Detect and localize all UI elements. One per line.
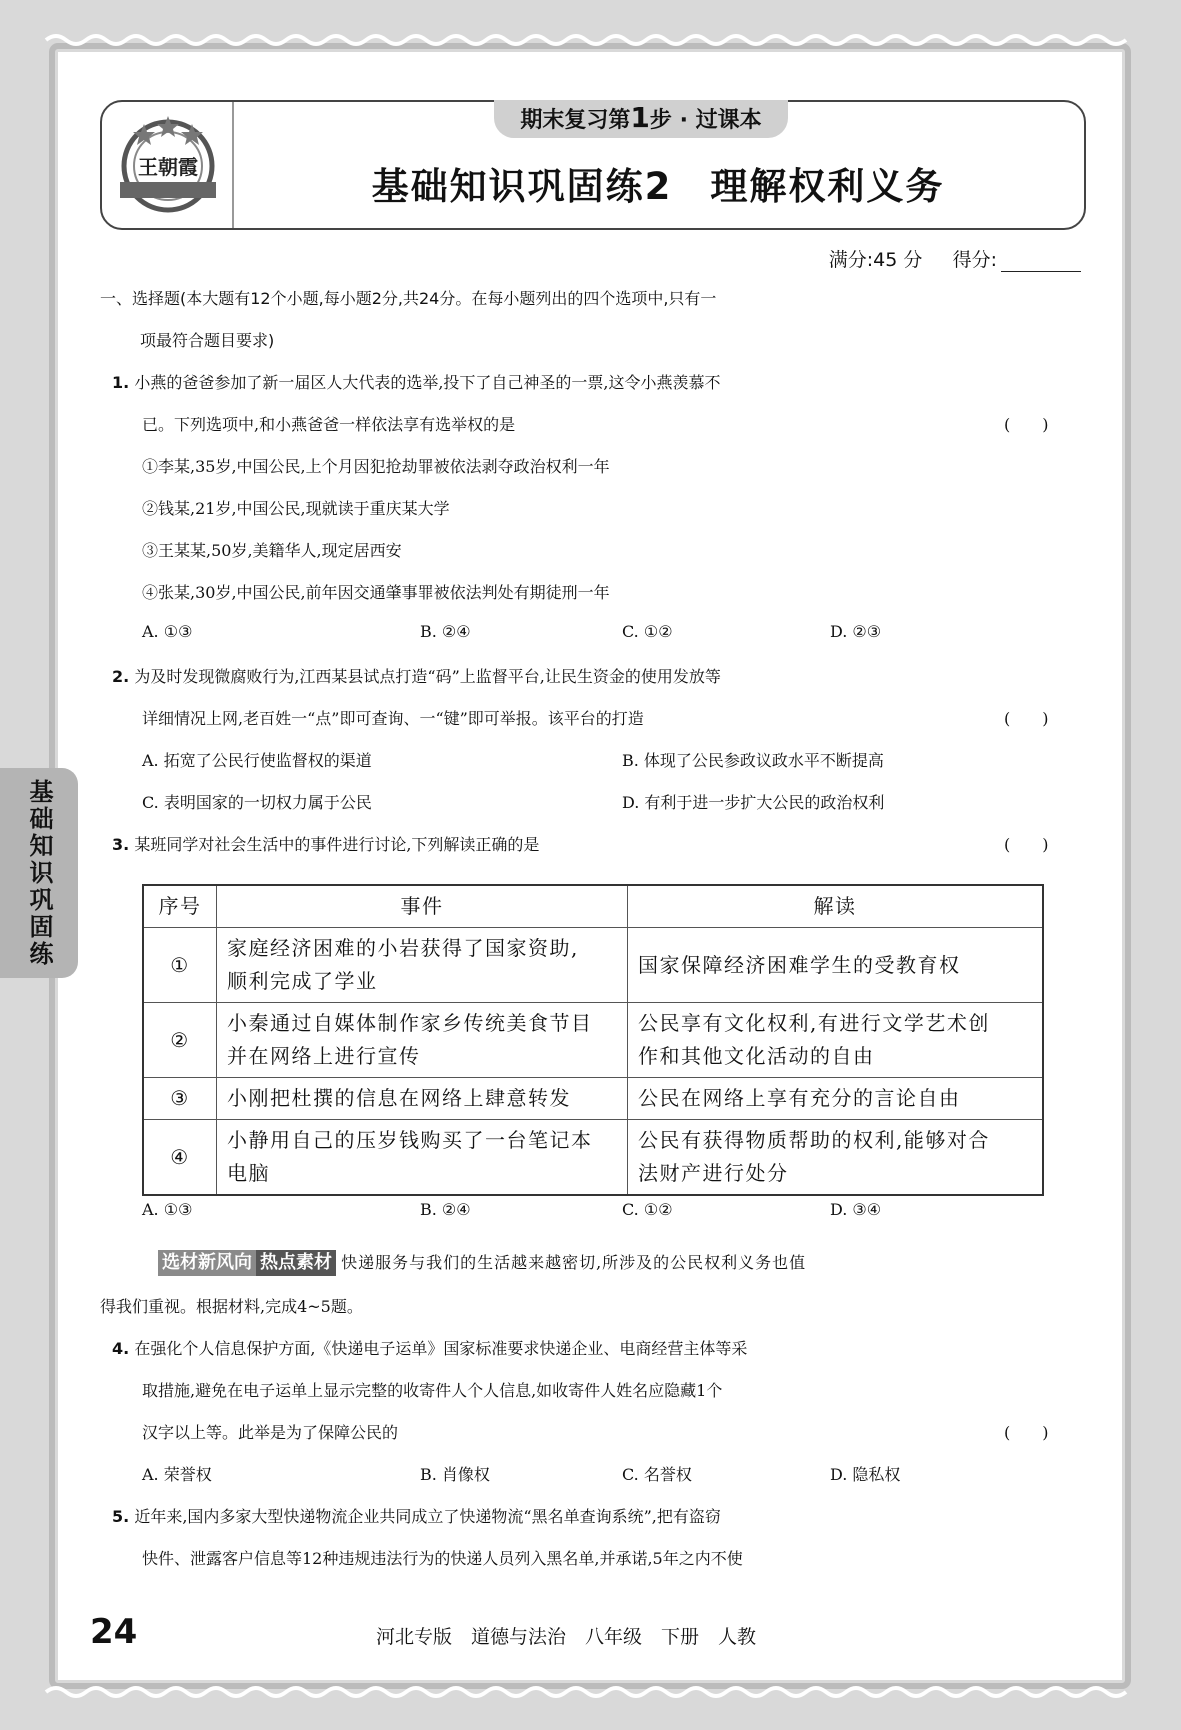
question-5-line1 [112,1504,721,1527]
events-table [142,884,1044,1196]
footer-info: 河北专版 道德与法治 八年级 下册 人教 [376,1626,757,1648]
step-tab-suffix: 步 · 过课本 [649,108,762,133]
table-cell-no: ① [143,928,217,1003]
question-4-answer-blank[interactable]: ( ) [1004,1423,1049,1442]
side-tab: 基础知识巩固练 [0,768,78,978]
question-2-option-b[interactable]: B. 体现了公民参政议政水平不断提高 [622,751,884,770]
table-cell-reading [628,1003,1044,1078]
event-text-1: 小秦通过自媒体制作家乡传统美食节目 [227,1011,593,1035]
step-tab [494,100,788,138]
table-cell-event [217,1003,628,1078]
question-4-option-a[interactable]: A. 荣誉权 [142,1465,212,1484]
question-5-line2: 快件、泄露客户信息等12种违规违法行为的快递人员列入黑名单,并承诺,5年之内不使 [142,1549,743,1568]
question-1-option-c[interactable]: C. ①② [622,622,673,641]
question-2-number: 2. [112,667,130,686]
question-4-text: 在强化个人信息保护方面,《快递电子运单》国家标准要求快递企业、电商经营主体等采 [134,1339,748,1358]
table-header-no: 序号 [143,885,217,928]
table-cell-reading [628,928,1044,1003]
step-tab-number: 1 [630,101,650,134]
table-header-row [143,885,1043,928]
question-4-option-c[interactable]: C. 名誉权 [622,1465,692,1484]
title-banner [100,100,1086,230]
svg-text:王朝霞: 王朝霞 [138,155,198,179]
event-text-1: 家庭经济困难的小岩获得了国家资助, [227,936,579,960]
title-part-b: 理解权利义务 [710,165,945,208]
table-row [143,1003,1043,1078]
title-part-a: 基础知识巩固练2 [371,165,673,208]
table-cell-event [217,1120,628,1196]
page-number: 24 [90,1612,138,1652]
section-heading-line1: 一、选择题(本大题有12个小题,每小题2分,共24分。在每小题列出的四个选项中,只有一 [100,289,717,308]
table-cell-reading [628,1078,1044,1120]
table-cell-no: ③ [143,1078,217,1120]
question-2-option-a[interactable]: A. 拓宽了公民行使监督权的渠道 [142,751,372,770]
material-text-1: 快递服务与我们的生活越来越密切,所涉及的公民权利义务也值 [341,1253,807,1272]
question-1-item-4: ④张某,30岁,中国公民,前年因交通肇事罪被依法判处有期徒刑一年 [142,583,610,602]
table-row [143,928,1043,1003]
badge-hot-topic: 热点素材 [256,1250,336,1276]
event-text-2: 电脑 [227,1161,270,1185]
table-cell-reading [628,1120,1044,1196]
question-1-item-3: ③王某某,50岁,美籍华人,现定居西安 [142,541,402,560]
badge-new-trend: 选材新风向 [158,1250,256,1276]
question-2-option-d[interactable]: D. 有利于进一步扩大公民的政治权利 [622,793,885,812]
material-line1 [158,1250,806,1276]
page-title [242,156,1074,210]
question-2-text: 为及时发现微腐败行为,江西某县试点打造“码”上监督平台,让民生资金的使用发放等 [134,667,721,686]
reading-text-1: 公民享有文化权利,有进行文学艺术创 [638,1011,990,1035]
question-3-option-a[interactable]: A. ①③ [142,1200,193,1219]
event-text-1: 小静用自己的压岁钱购买了一台笔记本 [227,1128,593,1152]
logo-divider [232,102,234,228]
question-2-line1 [112,664,721,687]
question-1-option-d[interactable]: D. ②③ [830,622,882,641]
reading-text-1: 公民在网络上享有充分的言论自由 [638,1086,961,1110]
event-text-1: 小刚把杜撰的信息在网络上肆意转发 [227,1086,571,1110]
question-4-line1 [112,1336,747,1359]
step-tab-prefix: 期末复习第 [520,108,631,133]
question-3-number: 3. [112,835,130,854]
table-row [143,1078,1043,1120]
score-label: 得分: [952,249,997,271]
reading-text-1: 公民有获得物质帮助的权利,能够对合 [638,1128,990,1152]
question-3-text: 某班同学对社会生活中的事件进行讨论,下列解读正确的是 [134,835,540,854]
question-1-line2: 已。下列选项中,和小燕爸爸一样依法享有选举权的是 [142,415,516,434]
reading-text-1: 国家保障经济困难学生的受教育权 [638,952,961,977]
question-3-option-c[interactable]: C. ①② [622,1200,673,1219]
question-2-option-c[interactable]: C. 表明国家的一切权力属于公民 [142,793,372,812]
question-4-line2: 取措施,避免在电子运单上显示完整的收寄件人个人信息,如收寄件人姓名应隐藏1个 [142,1381,723,1400]
full-score: 满分:45 分 [828,249,923,271]
table-cell-event [217,928,628,1003]
reading-text-2: 法财产进行处分 [638,1161,789,1185]
question-5-number: 5. [112,1507,130,1526]
question-1-item-1: ①李某,35岁,中国公民,上个月因犯抢劫罪被依法剥夺政治权利一年 [142,457,610,476]
question-1-line1 [112,370,721,393]
score-line [829,245,1081,272]
question-2-answer-blank[interactable]: ( ) [1004,709,1049,728]
question-3-option-b[interactable]: B. ②④ [420,1200,471,1219]
question-2-line2: 详细情况上网,老百姓一“点”即可查询、一“键”即可举报。该平台的打造 [142,709,644,728]
question-3-option-d[interactable]: D. ③④ [830,1200,882,1219]
score-blank[interactable] [1001,253,1081,272]
question-1-option-a[interactable]: A. ①③ [142,622,193,641]
question-4-line3: 汉字以上等。此举是为了保障公民的 [142,1423,399,1442]
question-4-number: 4. [112,1339,130,1358]
table-header-reading: 解读 [628,885,1044,928]
question-4-option-b[interactable]: B. 肖像权 [420,1465,490,1484]
material-line2: 得我们重视。根据材料,完成4~5题。 [100,1297,363,1316]
table-cell-no: ② [143,1003,217,1078]
question-1-option-b[interactable]: B. ②④ [420,622,471,641]
question-3-line1 [112,832,539,855]
question-1-text: 小燕的爸爸参加了新一届区人大代表的选举,投下了自己神圣的一票,这令小燕羡慕不 [134,373,721,392]
question-1-answer-blank[interactable]: ( ) [1004,415,1049,434]
table-cell-no: ④ [143,1120,217,1196]
question-1-item-2: ②钱某,21岁,中国公民,现就读于重庆某大学 [142,499,450,518]
question-3-answer-blank[interactable]: ( ) [1004,835,1049,854]
question-5-text: 近年来,国内多家大型快递物流企业共同成立了快递物流“黑名单查询系统”,把有盗窃 [134,1507,721,1526]
event-text-2: 顺利完成了学业 [227,969,378,993]
table-row [143,1120,1043,1196]
reading-text-2: 作和其他文化活动的自由 [638,1044,875,1068]
table-cell-event [217,1078,628,1120]
section-heading-line2: 项最符合题目要求) [140,331,275,350]
table-header-event: 事件 [217,885,628,928]
question-1-number: 1. [112,373,130,392]
event-text-2: 并在网络上进行宣传 [227,1044,421,1068]
question-4-option-d[interactable]: D. 隐私权 [830,1465,901,1484]
publisher-logo [114,110,222,218]
